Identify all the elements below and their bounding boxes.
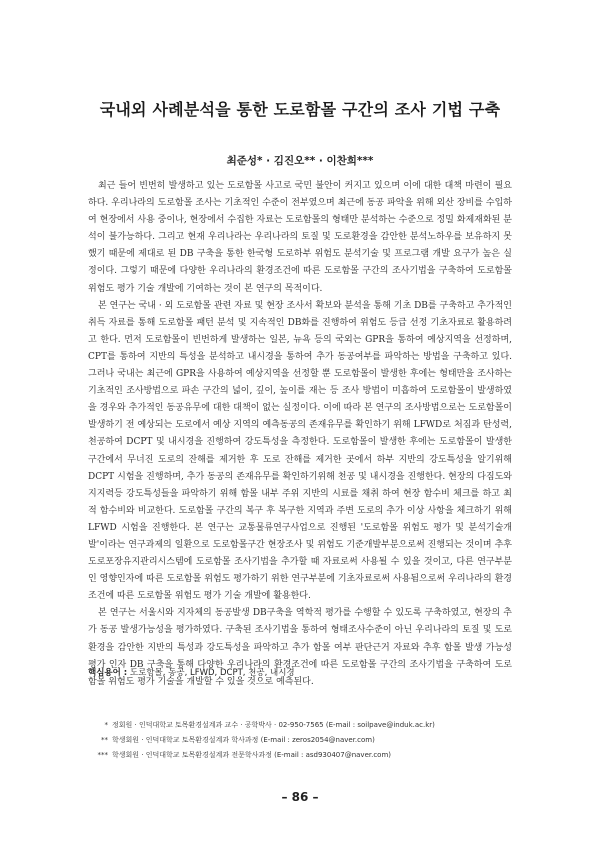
keywords-value: 도로함몰, 동공, LFWD, DCPT, 천공, 내시경 — [129, 668, 295, 678]
footnote — [88, 733, 512, 748]
footnote-text: 정회원 · 인덕대학교 토목환경설계과 교수 · 공학박사 · 02-950-7565 (E-mail : soilpave@induk.ac.kr) — [112, 721, 435, 729]
author-list: 최준성* · 김진오** · 이찬희*** — [226, 155, 374, 167]
abstract-paragraph: 최근 들어 빈번히 발생하고 있는 도로함몰 사고로 국민 불안이 커지고 있으며 이에 대한 대책 마련이 필요하다. 우리나라의 도로함몰 조사는 기초적인 수준이 전부였으며 최근에 동공 파악을 위해 외산 장비를 수입하여 현장에서 사용 중이나, 현장에서 수집한 자료는 도로함몰의 형태만 분석하는 수준으로 정밀 화제재화된 분석이 불가능하다. 그리고 현재 우리나라는 우리나라의 토질 및 도로환경을 감안한 분석노하우를 보유하지 못했기 때문에 제대로 된 DB 구축을 통한 한국형 도로하부 위험도 분석기술 및 프로그램 개발 요구가 높은 실정이다. 그렇기 때문에 다양한 우리나라의 환경조건에 따른 도로함몰 구간의 조사기법을 구축하여 도로함몰 위험도 평가 기술 개발에 기여하는 것이 본 연구의 목적이다. — [88, 181, 512, 294]
page-number: – 86 – — [281, 790, 319, 804]
footnote-mark: * — [104, 721, 108, 729]
footnote-mark: *** — [97, 751, 108, 759]
keywords-label: 핵심용어 : — [88, 668, 128, 678]
footnote-text: 학생회원 · 인덕대학교 토목환경설계과 전문학사과정 (E-mail : asd930407@naver.com) — [112, 751, 392, 759]
abstract-paragraph: 본 연구는 국내 · 외 도로함몰 관련 자료 및 현장 조사서 확보와 분석을 통해 기초 DB를 구축하고 추가적인 취득 자료를 통해 도로함몰 패턴 분석 및 지속적인 DB화를 진행하여 위험도 등급 선정 기초자료로 활용하려고 한다. 먼저 도로함몰이 빈번하게 발생하는 일본, 뉴욕 등의 국외는 GPR을 통하여 예상지역을 선정하며, CPT를 통하여 지반의 특성을 분석하고 내시경을 통하여 추가 동공여부를 파악하는 방법을 구축하고 있다. 그러나 국내는 최근에 GPR을 사용하여 예상지역을 선정할 뿐 도로함몰이 발생한 후에는 형태만을 조사하는 기초적인 조사방법으로 파손 구간의 넓이, 깊이, 높이를 재는 등 조사 방법이 미흡하여 도로함몰이 발생하였을 경우와 추가적인 동공유무에 대한 대책이 없는 실정이다. 이에 따라 본 연구의 조사방법으로는 도로함몰이 발생하기 전 예상되는 도로에서 예상 지역의 예측동공의 존재유무를 확인하기 위해 LFWD로 처짐과 탄성력, 천공하여 DCPT 및 내시경을 진행하여 강도특성을 측정한다. 도로함몰이 발생한 후에는 도로함몰이 발생한 구간에서 무너진 도로의 잔해를 제거한 후 도로 잔해를 제거한 곳에서 하부 지반의 강도특성을 알기위해 DCPT 시험을 진행하며, 추가 동공의 존재유무를 확인하기위해 천공 및 내시경을 진행한다. 현장의 다짐도와 지지력등 강도특성들을 파악하기 위해 함몰 내부 주위 지반의 시료를 채취 하여 현장 함수비 체크를 하고 최적 함수비와 비교한다. 도로함몰 구간의 복구 후 복구한 지역과 주변 도로의 추가 이상 사항을 체크하기 위해 LFWD 시험을 진행한다. 본 연구는 교통물류연구사업으로 진행된 '도로함몰 위험도 평가 및 분석기술개발'이라는 연구과제의 일환으로 도로함몰구간 현장조사 및 위험도 기준개발부분으로써 진행되는 것이며 추후 도로포장유지관리시스템에 도로함몰 조사기법을 추가할 때 자료로써 사용될 수 있을 것이고, 다른 연구부분인 영향인자에 따른 도로함몰 위험도 평가하기 위한 연구부분에 기초자료로써 사용됨으로써 우리나라의 환경조건에 따른 도로함몰 위험도 평가 기술 개발에 활용한다. — [88, 300, 512, 602]
paper-title: 국내외 사례분석을 통한 도로함몰 구간의 조사 기법 구축 — [99, 100, 501, 119]
footnote-text: 학생회원 · 인덕대학교 토목환경설계과 학사과정 (E-mail : zeros2054@naver.com) — [112, 736, 375, 744]
abstract-paragraph: 본 연구는 서울시와 지자체의 동공발생 DB구축을 역학적 평가를 수행할 수 있도록 구축하였고, 현장의 추가 동공 발생가능성을 평가하였다. 구축된 조사기법을 통하여 형태조사수준이 아닌 우리나라의 토질 및 도로환경을 감안한 지반의 특성과 강도특성을 파악하고 추가 함몰 여부 판단근거 자료와 추후 함몰 발생 가능성 평가 인자 DB 구축을 통해 다양한 우리나라의 환경조건에 따른 도로함몰 구간의 조사기법을 구축하여 도로함몰 위험도 평가 기술을 개발할 수 있을 것으로 예측된다. — [88, 608, 512, 687]
abstract — [88, 178, 512, 691]
footnote — [88, 748, 512, 763]
footnotes — [88, 718, 512, 763]
keywords — [88, 666, 512, 678]
footnote-mark: ** — [101, 736, 108, 744]
footnote — [88, 718, 512, 733]
